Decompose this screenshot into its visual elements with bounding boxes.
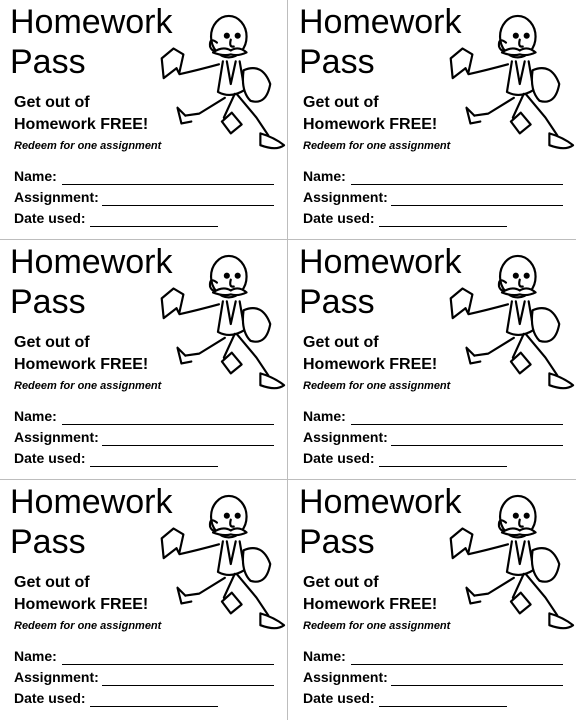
name-field <box>14 408 276 428</box>
name-field <box>14 648 276 668</box>
running-man-icon <box>429 246 576 406</box>
name-blank-line[interactable] <box>62 664 274 665</box>
redeem-note: Redeem for one assignment <box>303 140 451 152</box>
date-used-blank-line[interactable] <box>379 706 507 707</box>
redeem-note: Redeem for one assignment <box>14 380 162 392</box>
assignment-label: Assignment: <box>303 189 388 205</box>
homework-pass-card <box>289 240 576 480</box>
pass-subtitle <box>14 572 148 616</box>
date-used-field <box>303 690 565 710</box>
pass-subtitle-line1: Get out of <box>303 334 379 351</box>
redeem-note: Redeem for one assignment <box>14 140 162 152</box>
running-man-icon <box>429 6 576 166</box>
assignment-blank-line[interactable] <box>391 445 563 446</box>
date-used-label: Date used: <box>14 690 86 706</box>
pass-title-line1: Homework <box>10 243 173 281</box>
date-used-label: Date used: <box>303 450 375 466</box>
pass-subtitle <box>14 92 148 136</box>
pass-title-line2: Pass <box>299 523 375 561</box>
pass-title-line2: Pass <box>299 43 375 81</box>
pass-subtitle <box>303 92 437 136</box>
pass-subtitle-line2: Homework FREE! <box>14 116 149 133</box>
date-used-field <box>303 450 565 470</box>
name-label: Name: <box>303 168 346 184</box>
date-used-label: Date used: <box>303 210 375 226</box>
pass-title-line1: Homework <box>299 3 462 41</box>
pass-subtitle-line1: Get out of <box>303 574 379 591</box>
pass-subtitle-line2: Homework FREE! <box>14 596 149 613</box>
pass-subtitle-line1: Get out of <box>14 94 90 111</box>
pass-title-line2: Pass <box>10 283 86 321</box>
running-man-icon <box>140 486 288 646</box>
homework-pass-card <box>0 480 288 720</box>
running-man-icon <box>140 6 288 166</box>
pass-subtitle-line2: Homework FREE! <box>303 116 438 133</box>
pass-title-line2: Pass <box>10 43 86 81</box>
homework-pass-card <box>289 0 576 240</box>
name-label: Name: <box>14 408 57 424</box>
pass-subtitle-line2: Homework FREE! <box>303 596 438 613</box>
date-used-label: Date used: <box>14 450 86 466</box>
assignment-label: Assignment: <box>14 669 99 685</box>
pass-title-line1: Homework <box>299 243 462 281</box>
assignment-label: Assignment: <box>303 429 388 445</box>
pass-subtitle <box>14 332 148 376</box>
pass-subtitle-line1: Get out of <box>14 574 90 591</box>
pass-title-line1: Homework <box>299 483 462 521</box>
name-blank-line[interactable] <box>351 184 563 185</box>
name-blank-line[interactable] <box>351 664 563 665</box>
redeem-note: Redeem for one assignment <box>303 620 451 632</box>
assignment-field <box>303 189 565 209</box>
date-used-blank-line[interactable] <box>90 466 218 467</box>
assignment-label: Assignment: <box>14 189 99 205</box>
assignment-blank-line[interactable] <box>391 685 563 686</box>
pass-subtitle-line2: Homework FREE! <box>14 356 149 373</box>
running-man-icon <box>140 246 288 406</box>
assignment-field <box>14 669 276 689</box>
redeem-note: Redeem for one assignment <box>14 620 162 632</box>
name-field <box>303 168 565 188</box>
pass-subtitle-line1: Get out of <box>14 334 90 351</box>
date-used-blank-line[interactable] <box>379 226 507 227</box>
assignment-blank-line[interactable] <box>102 685 274 686</box>
date-used-field <box>14 450 276 470</box>
assignment-label: Assignment: <box>303 669 388 685</box>
date-used-blank-line[interactable] <box>379 466 507 467</box>
redeem-note: Redeem for one assignment <box>303 380 451 392</box>
name-label: Name: <box>14 648 57 664</box>
name-blank-line[interactable] <box>62 184 274 185</box>
date-used-blank-line[interactable] <box>90 226 218 227</box>
name-blank-line[interactable] <box>351 424 563 425</box>
pass-subtitle <box>303 572 437 616</box>
assignment-field <box>14 429 276 449</box>
name-blank-line[interactable] <box>62 424 274 425</box>
date-used-label: Date used: <box>14 210 86 226</box>
date-used-blank-line[interactable] <box>90 706 218 707</box>
assignment-field <box>303 669 565 689</box>
name-label: Name: <box>303 408 346 424</box>
name-label: Name: <box>14 168 57 184</box>
date-used-field <box>14 690 276 710</box>
homework-pass-card <box>0 0 288 240</box>
homework-pass-card <box>289 480 576 720</box>
name-field <box>303 408 565 428</box>
date-used-label: Date used: <box>303 690 375 706</box>
name-field <box>303 648 565 668</box>
pass-subtitle-line1: Get out of <box>303 94 379 111</box>
assignment-label: Assignment: <box>14 429 99 445</box>
assignment-blank-line[interactable] <box>102 445 274 446</box>
pass-title-line2: Pass <box>10 523 86 561</box>
assignment-blank-line[interactable] <box>391 205 563 206</box>
pass-title-line2: Pass <box>299 283 375 321</box>
pass-subtitle <box>303 332 437 376</box>
pass-title-line1: Homework <box>10 3 173 41</box>
homework-pass-card <box>0 240 288 480</box>
date-used-field <box>14 210 276 230</box>
name-field <box>14 168 276 188</box>
pass-title-line1: Homework <box>10 483 173 521</box>
assignment-field <box>303 429 565 449</box>
date-used-field <box>303 210 565 230</box>
running-man-icon <box>429 486 576 646</box>
assignment-field <box>14 189 276 209</box>
pass-subtitle-line2: Homework FREE! <box>303 356 438 373</box>
assignment-blank-line[interactable] <box>102 205 274 206</box>
name-label: Name: <box>303 648 346 664</box>
